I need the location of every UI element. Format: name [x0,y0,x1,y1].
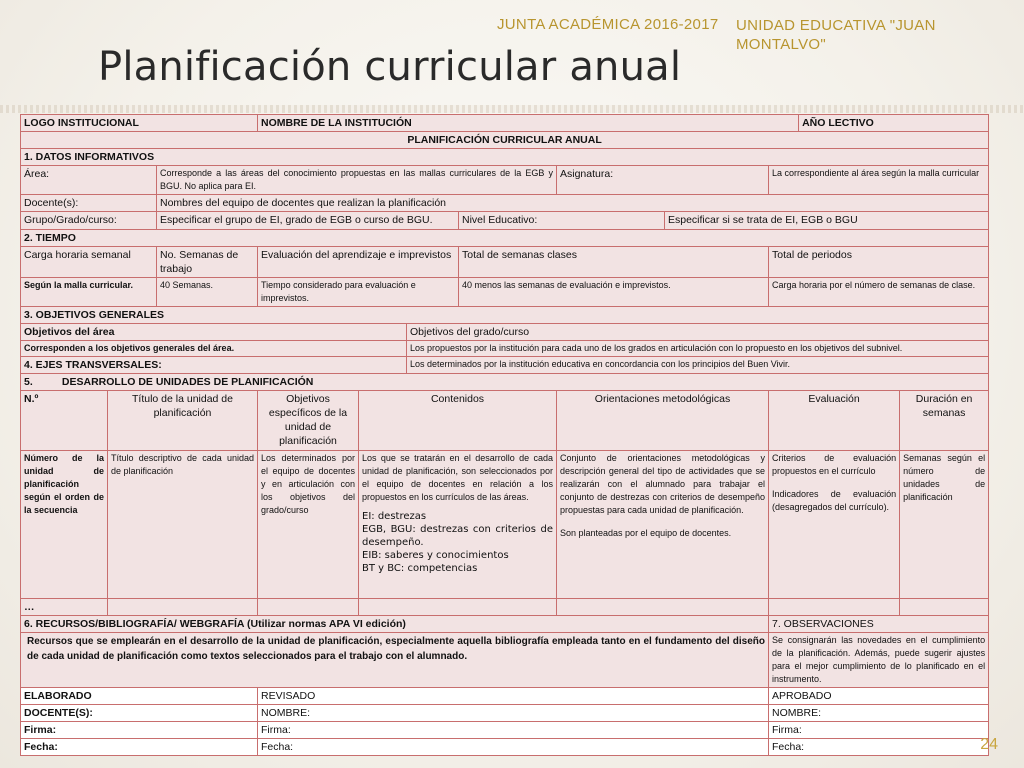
revisado-nombre: NOMBRE: [258,705,769,722]
contenidos-destrezas-egb: EGB, BGU: destrezas con criterios de desempeño. [362,524,553,548]
elaborado-cell: ELABORADO [21,688,258,705]
pca-heading: PLANIFICACIÓN CURRICULAR ANUAL [21,132,989,149]
tiempo-value-carga: Según la malla curricular. [21,278,157,307]
unidades-header-numero: N.º [21,391,108,451]
elaborado-fecha: Fecha: [21,739,258,756]
unidades-value-objetivos: Los determinados por el equipo de docentes y en articulación con los objetivos del grado/curso [258,451,359,599]
objetivos-area-description: Corresponden a los objetivos generales del área. [21,341,407,357]
contenidos-competencias-bt: BT y BC: competencias [362,563,478,574]
revisado-fecha: Fecha: [258,739,769,756]
tiempo-header-total-semanas: Total de semanas clases [459,247,769,278]
empty-cell [557,599,769,616]
unidades-header-contenidos: Contenidos [359,391,557,451]
objetivos-area-header: Objetivos del área [21,324,407,341]
section-observaciones: 7. OBSERVACIONES [769,616,989,633]
aprobado-nombre: NOMBRE: [769,705,989,722]
tiempo-header-periodos: Total de periodos [769,247,989,278]
revisado-cell: REVISADO [258,688,769,705]
grupo-description: Especificar el grupo de EI, grado de EGB o curso de BGU. [157,212,459,230]
section-ejes: 4. EJES TRANSVERSALES: [21,357,407,374]
unidades-header-orientaciones: Orientaciones metodológicas [557,391,769,451]
tiempo-value-periodos: Carga horaria por el número de semanas de clase. [769,278,989,307]
section-recursos: 6. RECURSOS/BIBLIOGRAFÍA/ WEBGRAFÍA (Utilizar normas APA VI edición) [21,616,769,633]
contenidos-destrezas-ei: EI: destrezas [362,511,427,522]
asignatura-label: Asignatura: [557,166,769,195]
empty-cell [258,599,359,616]
aprobado-fecha: Fecha: [769,739,989,756]
elaborado-firma: Firma: [21,722,258,739]
aprobado-firma: Firma: [769,722,989,739]
planning-table [20,114,989,756]
recursos-description: Recursos que se emplearán en el desarrollo de la unidad de planificación, especialmente aquella bibliografía empleada tanto en el fundamento del diseño de cada unidad de planificación como textos seleccionados para el trabajo con el alumnado. [21,633,769,688]
page-title: Planificación curricular anual [98,44,682,90]
header-unidad: UNIDAD EDUCATIVA "JUAN MONTALVO" [736,17,936,53]
tiempo-header-semanas: No. Semanas de trabajo [157,247,258,278]
unidades-value-evaluacion [769,451,900,599]
school-year-cell: AÑO LECTIVO [799,115,989,132]
unidades-header-titulo: Título de la unidad de planificación [108,391,258,451]
decorative-stripe [0,105,1024,113]
section-datos-informativos: 1. DATOS INFORMATIVOS [21,149,989,166]
section-desarrollo: 5. DESARROLLO DE UNIDADES DE PLANIFICACIÓN [21,374,989,391]
docentes-label: Docente(s): [21,195,157,212]
ejes-description: Los determinados por la institución educativa en concordancia con los principios del Buen Vivir. [407,357,989,374]
area-description: Corresponde a las áreas del conocimiento propuestas en las mallas curriculares de la EGB y BGU. No aplica para EI. [157,166,557,195]
observaciones-description: Se consignarán las novedades en el cumplimiento de la planificación. Además, puede sugerir ajustes para el mejor cumplimiento de lo planificado en el instrumento. [769,633,989,688]
unidades-value-contenidos [359,451,557,599]
empty-cell [108,599,258,616]
aprobado-cell: APROBADO [769,688,989,705]
tiempo-value-total-semanas: 40 menos las semanas de evaluación e imprevistos. [459,278,769,307]
empty-cell [900,599,989,616]
section-objetivos: 3. OBJETIVOS GENERALES [21,307,989,324]
unidades-value-titulo: Título descriptivo de cada unidad de planificación [108,451,258,599]
unidades-value-duracion: Semanas según el número de unidades de planificación [900,451,989,599]
docentes-signature-label: DOCENTE(S): [21,705,258,722]
header-junta: JUNTA ACADÉMICA 2016-2017 [497,16,719,33]
nivel-label: Nivel Educativo: [459,212,665,230]
nivel-description: Especificar si se trata de EI, EGB o BGU [665,212,989,230]
tiempo-value-evaluacion: Tiempo considerado para evaluación e imprevistos. [258,278,459,307]
contenidos-text: Los que se tratarán en el desarrollo de cada unidad de planificación, son seleccionados por el equipo de docentes en relación a los propuestos en los currículos de las áreas. [362,453,553,502]
unidades-header-evaluacion: Evaluación [769,391,900,451]
evaluacion-criterios: Criterios de evaluación propuestos en el currículo [772,453,897,476]
institution-name-cell: NOMBRE DE LA INSTITUCIÓN [258,115,799,132]
orientaciones-text: Conjunto de orientaciones metodológicas y descripción general del tipo de actividades que se realizarán con el alumnado para trabajar el conjunto de destrezas con criterios de desempeño propuestas para cada unidad de planificación. [560,453,765,515]
tiempo-header-carga: Carga horaria semanal [21,247,157,278]
tiempo-value-semanas: 40 Semanas. [157,278,258,307]
unidades-value-numero: Número de la unidad de planificación según el orden de la secuencia [21,451,108,599]
orientaciones-note: Son planteadas por el equipo de docentes. [560,528,732,538]
page-number: 24 [980,736,998,753]
unidades-dots: … [21,599,108,616]
objetivos-grado-description: Los propuestos por la institución para cada uno de los grados en articulación con lo propuesto en los objetivos del subnivel. [407,341,989,357]
unidades-value-orientaciones [557,451,769,599]
unidades-header-objetivos: Objetivos específicos de la unidad de planificación [258,391,359,451]
asignatura-description: La correspondiente al área según la malla curricular [769,166,989,195]
evaluacion-indicadores: Indicadores de evaluación (desagregados del currículo). [772,489,897,512]
grupo-label: Grupo/Grado/curso: [21,212,157,230]
section-tiempo: 2. TIEMPO [21,230,989,247]
docentes-description: Nombres del equipo de docentes que realizan la planificación [157,195,989,212]
empty-cell [359,599,557,616]
objetivos-grado-header: Objetivos del grado/curso [407,324,989,341]
revisado-firma: Firma: [258,722,769,739]
logo-cell: LOGO INSTITUCIONAL [21,115,258,132]
area-label: Área: [21,166,157,195]
tiempo-header-evaluacion: Evaluación del aprendizaje e imprevistos [258,247,459,278]
unidades-header-duracion: Duración en semanas [900,391,989,451]
empty-cell [769,599,900,616]
contenidos-saberes-eib: EIB: saberes y conocimientos [362,550,509,561]
